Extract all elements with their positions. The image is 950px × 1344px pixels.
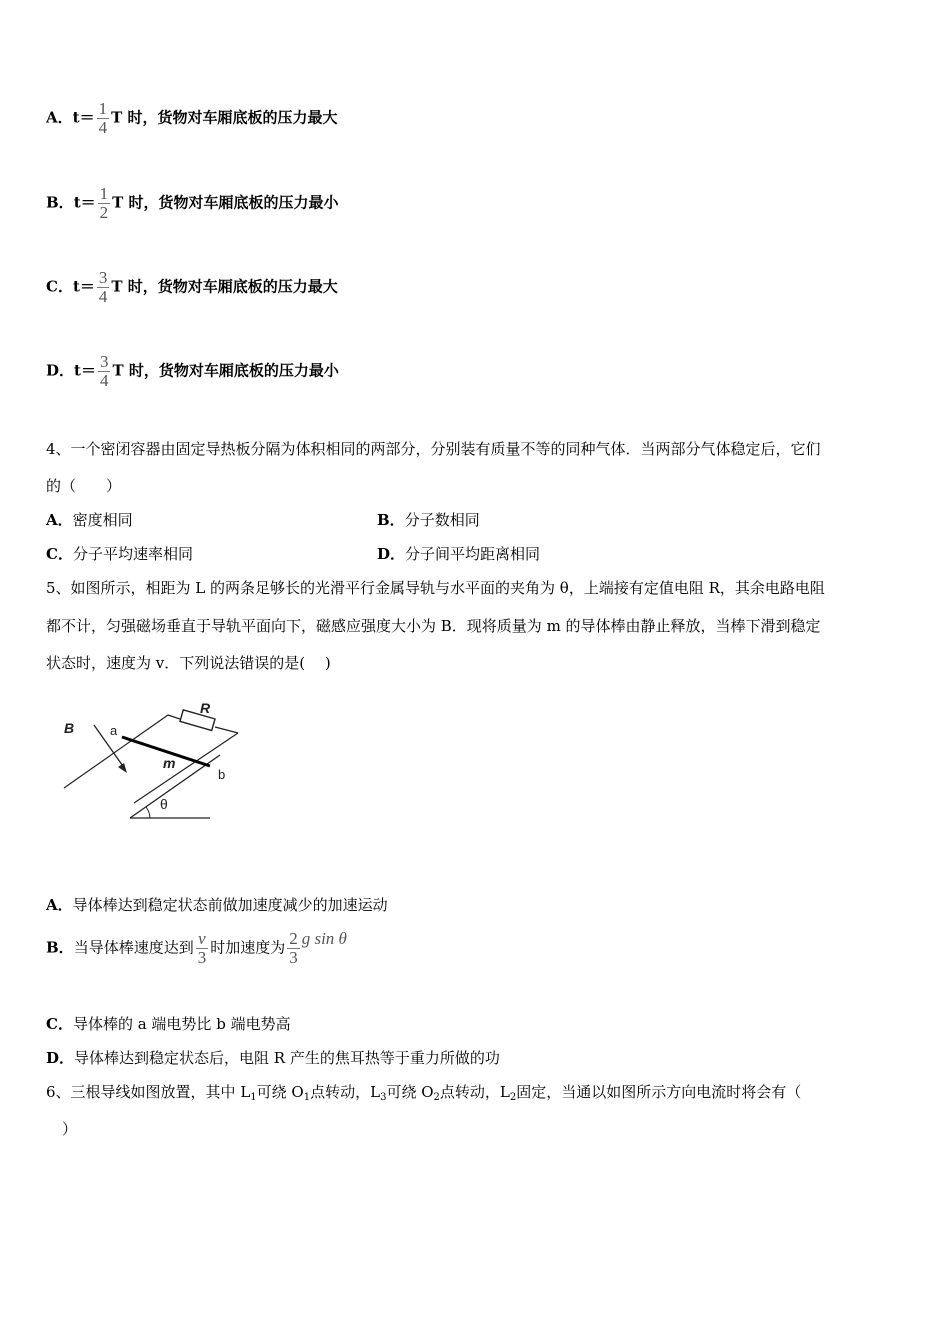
label-b: b — [218, 767, 226, 782]
fraction: $\frac{1}{4}$ — [98, 99, 108, 137]
q5-option-d: D．导体棒达到稳定状态后，电阻 R 产生的焦耳热等于重力所做的功 — [46, 1049, 500, 1067]
q5-stem-line1: 5、如图所示，相距为 L 的两条足够长的光滑平行金属导轨与水平面的夹角为 θ，上端接有定值电阻 R，其余电路电阻 — [46, 579, 825, 597]
q4-option-a: A．密度相同 — [46, 511, 133, 529]
fraction: $\frac{3}{4}$ — [99, 352, 109, 390]
q4-option-b: B．分子数相同 — [377, 511, 480, 529]
angle-arc — [146, 807, 150, 818]
fraction: $\frac{3}{4}$ — [98, 268, 108, 306]
q5-option-a: A．导体棒达到稳定状态前做加速度减少的加速运动 — [46, 896, 388, 914]
label-R: R — [200, 700, 211, 716]
fraction-v-over-3: $\frac{v}{3}$ — [197, 929, 207, 967]
q4-option-c: C．分子平均速率相同 — [46, 545, 193, 563]
q5-option-c: C．导体棒的 a 端电势比 b 端电势高 — [46, 1015, 291, 1033]
rail-top-left — [168, 715, 180, 719]
q4-stem-line1: 4、一个密闭容器由固定导热板分隔为体积相同的两部分，分别装有质量不等的同种气体．当两部分气体稳定后，它们 — [46, 440, 821, 458]
field-arrowhead — [118, 763, 127, 773]
q3-option-b: B．t＝ $\frac{1}{2}$ T 时，货物对车厢底板的压力最小 — [46, 184, 339, 222]
q3-option-a: A．t＝ $\frac{1}{4}$ T 时，货物对车厢底板的压力最大 — [46, 99, 338, 137]
label-theta: θ — [160, 796, 168, 812]
incline-rail-diagram — [60, 695, 250, 835]
q6-stem-line2: ） — [62, 1120, 78, 1138]
rail-top-right — [215, 727, 238, 733]
q5-stem-line3: 状态时，速度为 v．下列说法错误的是( ) — [46, 654, 331, 672]
q5-stem-line2: 都不计，匀强磁场垂直于导轨平面向下，磁感应强度大小为 B．现将质量为 m 的导体棒由静止释放，当棒下滑到稳定 — [46, 617, 821, 635]
acceleration-expression: g sin θ — [301, 928, 347, 948]
label-B: B — [64, 720, 75, 736]
q4-stem-line2: 的（ ） — [46, 477, 122, 495]
fraction-2-over-3: $\frac{2}{3}$ — [289, 929, 298, 967]
fraction: $\frac{1}{2}$ — [99, 184, 109, 222]
q4-option-d: D．分子间平均距离相同 — [377, 545, 541, 563]
label-a: a — [110, 723, 118, 738]
label-m: m — [163, 755, 176, 771]
q3-option-d: D．t＝ $\frac{3}{4}$ T 时，货物对车厢底板的压力最小 — [46, 352, 339, 390]
q3-option-c: C．t＝ $\frac{3}{4}$ T 时，货物对车厢底板的压力最大 — [46, 268, 338, 306]
q6-stem-line1: 6、三根导线如图放置，其中 $L_1$可绕 $O_1$点转动，$L_3$可绕 $O_2$点转动，$L_2$固定，当通以如图所示方向电流时将会有（ — [46, 1083, 802, 1103]
q5-option-b: B．当导体棒速度达到 $\frac{v}{3}$ 时加速度为 $\frac{2}{3}$ g sin θ — [46, 928, 347, 967]
